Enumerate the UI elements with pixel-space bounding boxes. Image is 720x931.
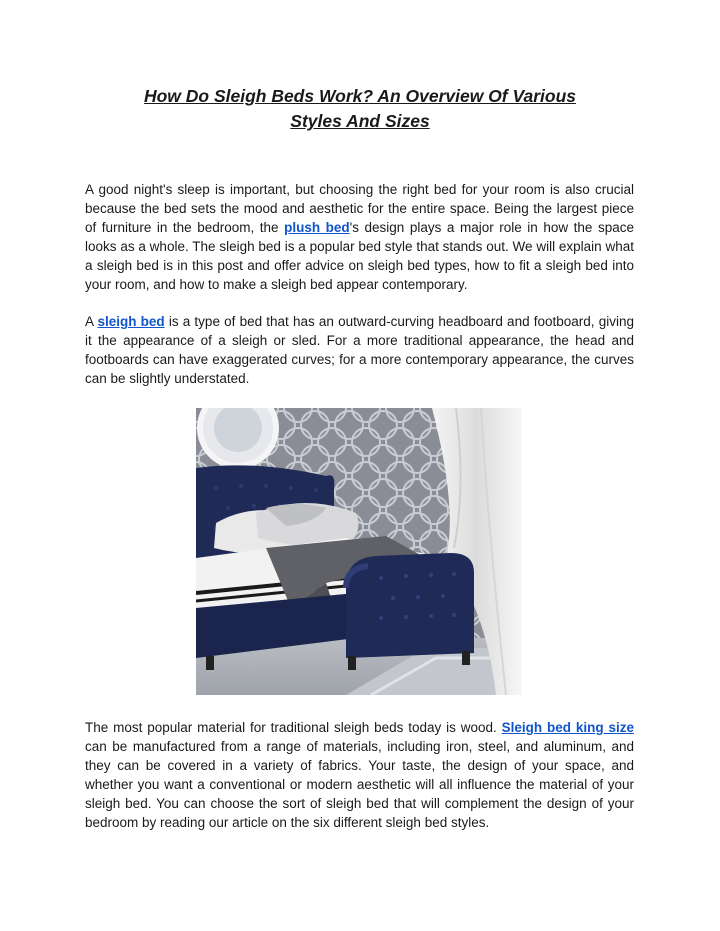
paragraph-intro-rest: 's design plays a major role in how the space looks as a whole. The sleigh bed is a popular bed style that stands out. We will explain what a sleigh bed is in this post and offer advice on sleigh bed types, how to fit a sleigh bed into your room, and how to make a sleigh bed appear contemporary. — [85, 220, 634, 292]
paragraph-materials-start: The most popular material for traditional sleigh beds today is wood. — [85, 720, 502, 735]
title-line-2: Styles And Sizes — [290, 111, 430, 131]
sleigh-bed-link[interactable]: sleigh bed — [97, 314, 165, 329]
plush-bed-link[interactable]: plush bed — [284, 220, 350, 235]
paragraph-definition — [85, 312, 634, 388]
sleigh-bed-photo — [196, 408, 522, 695]
paragraph-intro-text: A good night's sleep is important, but choosing the right bed for your room is also crucial because the bed sets the mood and aesthetic for the entire space. Being the largest piece of furniture in the bedroom, the — [85, 182, 634, 235]
paragraph-intro — [85, 180, 634, 294]
paragraph-materials — [85, 718, 634, 832]
title-line-1: How Do Sleigh Beds Work? An Overview Of Various — [143, 86, 577, 106]
paragraph-definition-start: A — [85, 314, 98, 329]
paragraph-definition-rest: is a type of bed that has an outward-curving headboard and footboard, giving it the appearance of a sleigh or sled. For a more traditional appearance, the head and footboards can have exaggerated curves; for a more contemporary appearance, the curves can be slightly understated. — [85, 314, 635, 386]
paragraph-materials-rest: can be manufactured from a range of materials, including iron, steel, and aluminum, and they can be covered in a variety of fabrics. Your taste, the design of your space, and whether you want a conventional or modern aesthetic will all influence the material of your sleigh bed. You can choose the sort of sleigh bed that will complement the design of your bedroom by reading our article on the six different sleigh bed styles. — [85, 739, 634, 830]
sleigh-bed-king-size-link[interactable]: Sleigh bed king size — [501, 720, 634, 735]
page-title — [85, 84, 635, 134]
